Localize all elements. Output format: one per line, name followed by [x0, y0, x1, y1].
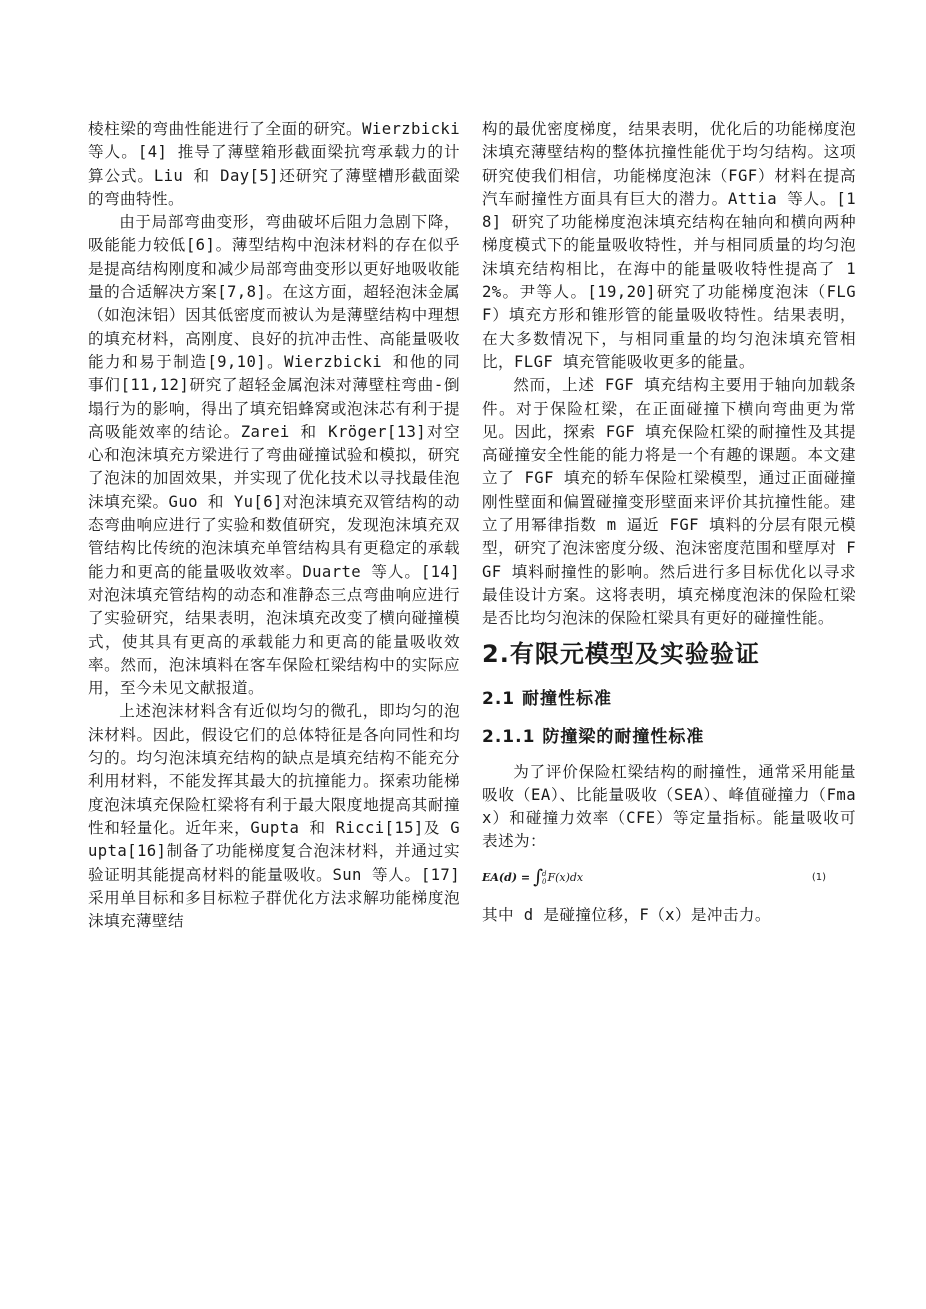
subsubsection-title: 2.1.1 防撞梁的耐撞性标准 [482, 726, 705, 747]
left-paragraph-3: 上述泡沫材料含有近似均匀的微孔，即均匀的泡沫材料。因此，假设它们的总体特征是各向同性和均匀的。均匀泡沫填充结构的缺点是填充结构不能充分利用材料，不能发挥其最大的抗撞能力。探索功能梯度泡沫填充保险杠梁将有利于最大限度地提高其耐撞性和轻量化。近年来，Gupta 和 Ricci[15]及 Gupta[16]制备了功能梯度复合泡沫材料，并通过实验证明其能提高材料的能量吸收。Sun 等人。[17] 采用单目标和多目标粒子群优化方法求解功能梯度泡沫填充薄壁结 [88, 702, 460, 931]
after-equation-text: 其中 d 是碰撞位移，F（x）是冲击力。 [482, 905, 771, 924]
integral [533, 868, 546, 887]
criteria-paragraph: 为了评价保险杠梁结构的耐撞性，通常采用能量吸收（EA）、比能量吸收（SEA）、峰值碰撞力（Fmax）和碰撞力效率（CFE）等定量指标。能量吸收可表述为： [482, 762, 856, 851]
right-column [482, 118, 856, 927]
equation-math [482, 868, 583, 887]
right-paragraph-1: 构的最优密度梯度，结果表明，优化后的功能梯度泡沫填充薄壁结构的整体抗撞性能优于均匀结构。这项研究使我们相信，功能梯度泡沫（FGF）材料在提高汽车耐撞性方面具有巨大的潜力。Attia 等人。[18] 研究了功能梯度泡沫填充结构在轴向和横向两种梯度模式下的能量吸收特性，并与相同质量的均匀泡沫填充结构相比，在海中的能量吸收特性提高了 12%。尹等人。[19,20]研究了功能梯度泡沫（FLGF）填充方形和锥形管的能量吸收特性。结果表明，在大多数情况下，与相同重量的均匀泡沫填充管相比，FLGF 填充管能吸收更多的能量。 [482, 120, 856, 371]
lower-limit: 0 [541, 877, 547, 886]
equation-number: (1) [811, 872, 826, 884]
subsection-title: 2.1 耐撞性标准 [482, 688, 613, 709]
integrand: F(x)dx [547, 871, 584, 885]
equation-lhs: EA(d) = [482, 871, 531, 885]
upper-limit: d [541, 869, 547, 878]
integral-sign: ∫ [533, 866, 543, 889]
left-paragraph-1: 棱柱梁的弯曲性能进行了全面的研究。Wierzbicki 等人。[4] 推导了薄壁箱形截面梁抗弯承载力的计算公式。Liu 和 Day[5]还研究了薄壁槽形截面梁的弯曲特性。 [88, 120, 460, 208]
left-column [88, 118, 460, 933]
left-paragraph-2: 由于局部弯曲变形，弯曲破坏后阻力急剧下降，吸能能力较低[6]。薄型结构中泡沫材料的存在似乎是提高结构刚度和减少局部弯曲变形以更好地吸收能量的合适解决方案[7,8]。在这方面，超轻泡沫金属（如泡沫铝）因其低密度而被认为是薄壁结构中理想的填充材料，高刚度、良好的抗冲击性、高能量吸收能力和易于制造[9,10]。Wierzbicki 和他的同事们[11,12]研究了超轻金属泡沫对薄壁柱弯曲-倒塌行为的影响，得出了填充铝蜂窝或泡沫芯有利于提高吸能效率的结论。Zarei 和 Kröger[13]对空心和泡沫填充方梁进行了弯曲碰撞试验和模拟，研究了泡沫的加固效果，并实现了优化技术以寻找最佳泡沫填充梁。Guo 和 Yu[6]对泡沫填充双管结构的动态弯曲响应进行了实验和数值研究，发现泡沫填充双管结构比传统的泡沫填充单管结构具有更稳定的承载能力和更高的能量吸收效率。Duarte 等人。[14] 对泡沫填充管结构的动态和准静态三点弯曲响应进行了实验研究，结果表明，泡沫填充改变了横向碰撞模式，使其具有更高的承载能力和更高的能量吸收效率。然而，泡沫填料在客车保险杠梁结构中的实际应用，至今未见文献报道。 [88, 213, 460, 698]
section-title: 2.有限元模型及实验验证 [482, 639, 760, 668]
right-paragraph-2: 然而，上述 FGF 填充结构主要用于轴向加载条件。对于保险杠梁，在正面碰撞下横向弯曲更为常见。因此，探索 FGF 填充保险杠梁的耐撞性及其提高碰撞安全性能的能力将是一个有趣的课题。本文建立了 FGF 填充的轿车保险杠梁模型，通过正面碰撞刚性壁面和偏置碰撞变形壁面来评价其抗撞性能。建立了用幂律指数 m 逼近 FGF 填料的分层有限元模型，研究了泡沫密度分级、泡沫密度范围和壁厚对 FGF 填料耐撞性的影响。然后进行多目标优化以寻求最佳设计方案。这将表明，填充梯度泡沫的保险杠梁是否比均匀泡沫的保险杠梁具有更好的碰撞性能。 [482, 376, 856, 628]
integral-limits [542, 870, 546, 886]
equation-1 [482, 860, 856, 896]
